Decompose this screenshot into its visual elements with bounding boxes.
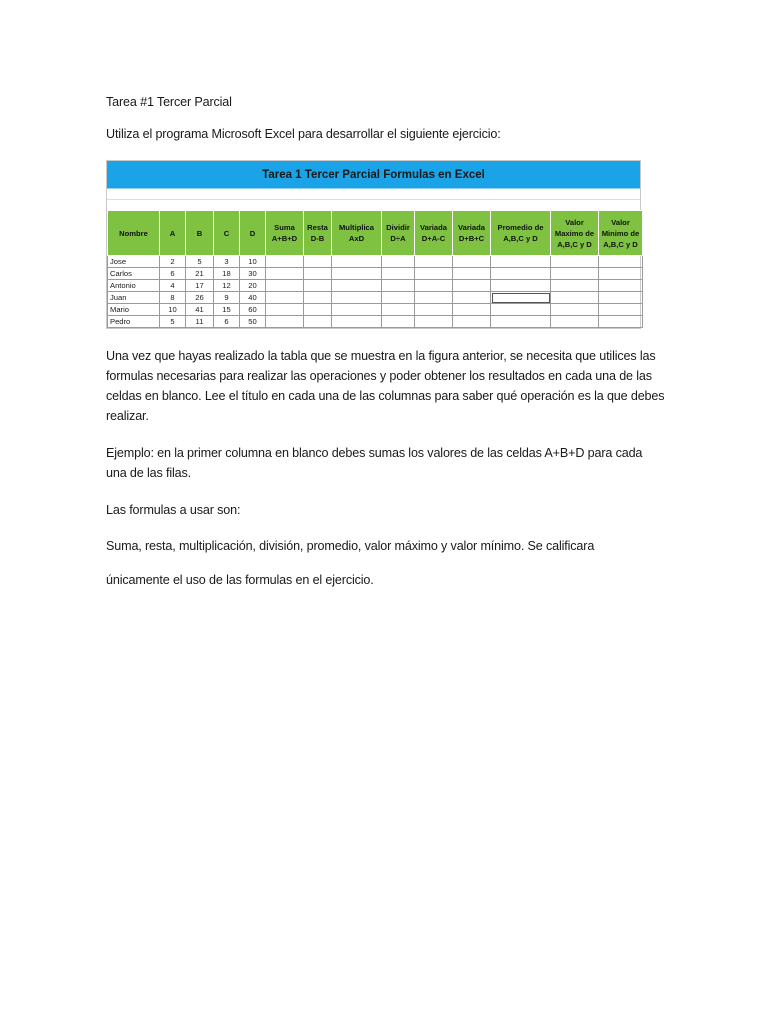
formulas-list: Suma, resta, multiplicación, división, promedio, valor máximo y valor mínimo. Se calificara [106, 539, 595, 553]
value-cell: 18 [214, 268, 240, 280]
empty-cell [266, 316, 304, 328]
example-paragraph: Ejemplo: en la primer columna en blanco debes sumas los valores de las celdas A+B+D para cada una de las filas. [106, 446, 643, 480]
empty-cell [382, 292, 415, 304]
header-row [108, 211, 643, 256]
value-cell: 8 [160, 292, 186, 304]
name-cell: Antonio [108, 280, 160, 292]
empty-cell [599, 292, 643, 304]
column-header: Promedio de A,B,C y D [491, 211, 551, 256]
column-header: Variada D+A-C [415, 211, 453, 256]
empty-cell [266, 256, 304, 268]
empty-cell [453, 316, 491, 328]
empty-cell [304, 280, 332, 292]
empty-cell [491, 256, 551, 268]
empty-cell [551, 268, 599, 280]
empty-cell [551, 256, 599, 268]
empty-cell [453, 292, 491, 304]
table-row [108, 280, 643, 292]
value-cell: 6 [160, 268, 186, 280]
column-header: Nombre [108, 211, 160, 256]
empty-cell [266, 304, 304, 316]
value-cell: 2 [160, 256, 186, 268]
empty-cell [599, 256, 643, 268]
column-header: Valor Minimo de A,B,C y D [599, 211, 643, 256]
name-cell: Pedro [108, 316, 160, 328]
table-row [108, 304, 643, 316]
empty-cell [382, 304, 415, 316]
column-header: Suma A+B+D [266, 211, 304, 256]
instructions-paragraph: Una vez que hayas realizado la tabla que se muestra en la figura anterior, se necesita que utilices las formulas necesarias para realizar las operaciones y poder obtener los resultados en cada una de las celdas en blanco. Lee el título en cada una de las columnas para saber qué operación es la que debes realizar. [106, 349, 665, 423]
empty-cell [599, 316, 643, 328]
empty-cell [415, 256, 453, 268]
value-cell: 3 [214, 256, 240, 268]
empty-cell [491, 292, 551, 304]
column-header: Multiplica AxD [332, 211, 382, 256]
spreadsheet-banner: Tarea 1 Tercer Parcial Formulas en Excel [107, 161, 640, 189]
value-cell: 30 [240, 268, 266, 280]
empty-cell [332, 268, 382, 280]
empty-cell [304, 268, 332, 280]
table-row [108, 316, 643, 328]
value-cell: 40 [240, 292, 266, 304]
table-row [108, 268, 643, 280]
value-cell: 60 [240, 304, 266, 316]
empty-cell [304, 292, 332, 304]
value-cell: 21 [186, 268, 214, 280]
value-cell: 9 [214, 292, 240, 304]
empty-cell [453, 256, 491, 268]
spreadsheet-image [106, 160, 641, 329]
value-cell: 41 [186, 304, 214, 316]
value-cell: 10 [240, 256, 266, 268]
name-cell: Juan [108, 292, 160, 304]
instruction-text: Utiliza el programa Microsoft Excel para desarrollar el siguiente ejercicio: [106, 127, 501, 141]
empty-cell [332, 292, 382, 304]
value-cell: 26 [186, 292, 214, 304]
table-row [108, 292, 643, 304]
empty-cell [415, 316, 453, 328]
formulas-heading: Las formulas a usar son: [106, 503, 241, 517]
empty-cell [551, 280, 599, 292]
document-title: Tarea #1 Tercer Parcial [106, 95, 232, 109]
empty-cell [382, 268, 415, 280]
column-header: C [214, 211, 240, 256]
column-header: Dividir D÷A [382, 211, 415, 256]
empty-cell [332, 256, 382, 268]
table-row [108, 256, 643, 268]
empty-cell [453, 280, 491, 292]
empty-cell [551, 292, 599, 304]
empty-cell [332, 316, 382, 328]
empty-cell [382, 280, 415, 292]
value-cell: 4 [160, 280, 186, 292]
empty-cell [453, 304, 491, 316]
empty-cell [415, 268, 453, 280]
column-header: D [240, 211, 266, 256]
empty-cell [599, 280, 643, 292]
empty-cell [266, 268, 304, 280]
value-cell: 12 [214, 280, 240, 292]
empty-cell [266, 280, 304, 292]
empty-cell [551, 304, 599, 316]
empty-cell [415, 292, 453, 304]
empty-cell [491, 268, 551, 280]
value-cell: 50 [240, 316, 266, 328]
empty-cell [332, 280, 382, 292]
column-header: Variada D+B+C [453, 211, 491, 256]
empty-cell [453, 268, 491, 280]
empty-cell [382, 316, 415, 328]
value-cell: 5 [186, 256, 214, 268]
empty-cell [599, 304, 643, 316]
value-cell: 20 [240, 280, 266, 292]
value-cell: 17 [186, 280, 214, 292]
empty-cell [304, 256, 332, 268]
column-header: Resta D-B [304, 211, 332, 256]
empty-cell [491, 304, 551, 316]
value-cell: 10 [160, 304, 186, 316]
empty-cell [266, 292, 304, 304]
value-cell: 6 [214, 316, 240, 328]
empty-cell [415, 304, 453, 316]
value-cell: 11 [186, 316, 214, 328]
column-header: B [186, 211, 214, 256]
empty-cell [304, 304, 332, 316]
exercise-table [107, 210, 643, 328]
empty-cell [382, 256, 415, 268]
empty-cell [332, 304, 382, 316]
name-cell: Jose [108, 256, 160, 268]
empty-cell [599, 268, 643, 280]
empty-cell [415, 280, 453, 292]
empty-cell [551, 316, 599, 328]
value-cell: 15 [214, 304, 240, 316]
name-cell: Mario [108, 304, 160, 316]
column-header: A [160, 211, 186, 256]
name-cell: Carlos [108, 268, 160, 280]
empty-cell [491, 316, 551, 328]
empty-cell [304, 316, 332, 328]
empty-cell [491, 280, 551, 292]
grading-note: únicamente el uso de las formulas en el ejercicio. [106, 573, 374, 587]
value-cell: 5 [160, 316, 186, 328]
column-header: Valor Maximo de A,B,C y D [551, 211, 599, 256]
